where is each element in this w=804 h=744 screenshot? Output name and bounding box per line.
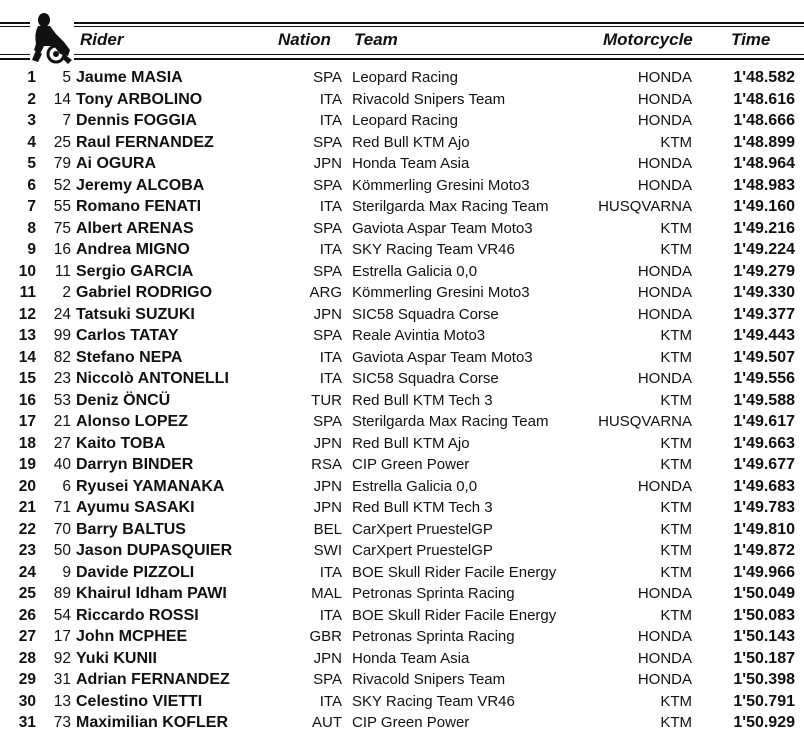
table-row [0, 325, 804, 347]
lap-time-cell: 1'49.677 [733, 456, 795, 473]
rider-number-cell: 24 [53, 305, 71, 323]
header-rule-top-left [0, 22, 32, 24]
position-cell: 29 [18, 671, 36, 688]
motorcycle-cell: KTM [660, 606, 692, 624]
table-row [0, 605, 804, 627]
rider-name-cell: Barry BALTUS [76, 520, 186, 538]
position-cell: 3 [27, 112, 36, 129]
column-header-time: Time [731, 30, 771, 49]
lap-time-cell: 1'49.160 [733, 198, 795, 215]
lap-time-cell: 1'49.377 [733, 305, 795, 323]
rider-number-cell: 89 [53, 585, 71, 602]
rider-number-cell: 40 [53, 456, 71, 473]
nation-cell: JPN [313, 649, 342, 667]
position-cell: 14 [18, 348, 36, 366]
table-row [0, 562, 804, 584]
nation-cell: GBR [309, 628, 342, 645]
nation-cell: JPN [313, 499, 342, 516]
motorcycle-cell: KTM [660, 241, 692, 258]
header-rule-bottom-thin [74, 54, 804, 55]
nation-cell: SPA [313, 69, 342, 86]
rider-name-cell: Deniz ÖNCÜ [76, 391, 171, 409]
motorcycle-cell: HONDA [637, 649, 692, 667]
nation-cell: ITA [319, 112, 342, 129]
nation-cell: ITA [319, 90, 342, 108]
header-rule-top-thin [74, 26, 804, 27]
rider-number-cell: 50 [53, 542, 71, 559]
position-cell: 2 [27, 90, 36, 108]
table-row [0, 347, 804, 369]
team-cell: Red Bull KTM Ajo [352, 133, 470, 151]
rider-name-cell: Ryusei YAMANAKA [76, 477, 225, 495]
rider-name-cell: Alonso LOPEZ [76, 413, 188, 430]
rider-name-cell: Darryn BINDER [76, 456, 194, 473]
motorcycle-cell: KTM [660, 714, 692, 731]
lap-time-cell: 1'48.582 [733, 69, 795, 86]
lap-time-cell: 1'50.791 [733, 692, 795, 710]
results-table [0, 67, 804, 734]
team-cell: SKY Racing Team VR46 [352, 692, 515, 710]
position-cell: 16 [18, 391, 36, 409]
rider-number-cell: 25 [53, 133, 71, 151]
rider-name-cell: Gabriel RODRIGO [76, 284, 213, 301]
rider-name-cell: Davide PIZZOLI [76, 563, 195, 581]
motorcycle-cell: HONDA [637, 90, 692, 108]
rider-number-cell: 75 [53, 219, 71, 237]
table-row [0, 89, 804, 111]
position-cell: 20 [18, 477, 36, 495]
lap-time-cell: 1'50.929 [733, 714, 795, 731]
rider-number-cell: 7 [62, 112, 71, 129]
nation-cell: AUT [312, 714, 342, 731]
position-cell: 10 [18, 262, 36, 280]
motorcycle-cell: HONDA [637, 155, 692, 172]
position-cell: 31 [18, 714, 36, 731]
rider-name-cell: Yuki KUNII [76, 649, 157, 667]
position-cell: 15 [18, 370, 36, 387]
motorcycle-cell: KTM [660, 456, 692, 473]
nation-cell: SPA [313, 176, 342, 194]
lap-time-cell: 1'49.224 [733, 241, 795, 258]
nation-cell: ITA [319, 198, 342, 215]
team-cell: Estrella Galicia 0,0 [352, 262, 478, 280]
rider-name-cell: Maximilian KOFLER [76, 714, 229, 731]
team-cell: Sterilgarda Max Racing Team [352, 413, 549, 430]
table-row [0, 175, 804, 197]
lap-time-cell: 1'49.617 [733, 413, 795, 430]
rider-name-cell: Jaume MASIA [76, 69, 183, 86]
rider-number-cell: 99 [53, 327, 71, 344]
table-row [0, 433, 804, 455]
nation-cell: JPN [313, 434, 342, 452]
rider-number-cell: 13 [53, 692, 71, 710]
position-cell: 11 [19, 284, 36, 301]
team-cell: CIP Green Power [352, 456, 470, 473]
motorcycle-cell: HONDA [637, 284, 692, 301]
motorcycle-cell: KTM [660, 692, 692, 710]
team-cell: CarXpert PruestelGP [352, 542, 493, 559]
table-row [0, 626, 804, 648]
lap-time-cell: 1'49.330 [733, 284, 795, 301]
motorcycle-cell: HUSQVARNA [598, 413, 692, 430]
table-row [0, 239, 804, 261]
position-cell: 13 [18, 327, 36, 344]
table-row [0, 110, 804, 132]
lap-time-cell: 1'50.049 [733, 585, 795, 602]
table-row [0, 476, 804, 498]
team-cell: SKY Racing Team VR46 [352, 241, 515, 258]
rider-name-cell: Khairul Idham PAWI [76, 585, 227, 602]
lap-time-cell: 1'49.663 [733, 434, 795, 452]
table-row [0, 648, 804, 670]
team-cell: Rivacold Snipers Team [352, 90, 506, 108]
position-cell: 6 [27, 176, 36, 194]
rider-number-cell: 9 [62, 563, 71, 581]
table-row [0, 519, 804, 541]
position-cell: 22 [18, 520, 36, 538]
motorcycle-cell: KTM [660, 219, 692, 237]
table-row [0, 497, 804, 519]
team-cell: Honda Team Asia [352, 649, 470, 667]
position-cell: 8 [27, 219, 36, 237]
rider-name-cell: Tony ARBOLINO [76, 90, 203, 108]
rider-name-cell: Tatsuki SUZUKI [76, 305, 195, 323]
position-cell: 17 [18, 413, 36, 430]
rider-number-cell: 71 [53, 499, 71, 516]
rider-number-cell: 23 [53, 370, 71, 387]
motorcycle-cell: KTM [660, 434, 692, 452]
nation-cell: ITA [319, 241, 342, 258]
rider-number-cell: 73 [53, 714, 71, 731]
team-cell: Petronas Sprinta Racing [352, 628, 515, 645]
team-cell: Rivacold Snipers Team [352, 671, 506, 688]
motorcycle-cell: KTM [660, 133, 692, 151]
motorcycle-cell: KTM [660, 563, 692, 581]
nation-cell: ITA [319, 370, 342, 387]
motorcycle-cell: HONDA [637, 305, 692, 323]
rider-name-cell: Riccardo ROSSI [76, 606, 199, 624]
motorcycle-cell: HONDA [637, 628, 692, 645]
rider-number-cell: 16 [53, 241, 71, 258]
rider-name-cell: Albert ARENAS [76, 219, 194, 237]
position-cell: 26 [18, 606, 36, 624]
lap-time-cell: 1'50.083 [733, 606, 795, 624]
team-cell: Red Bull KTM Ajo [352, 434, 470, 452]
position-cell: 18 [18, 434, 36, 452]
rider-number-cell: 70 [53, 520, 71, 538]
lap-time-cell: 1'49.783 [733, 499, 795, 516]
nation-cell: RSA [311, 456, 342, 473]
team-cell: Gaviota Aspar Team Moto3 [352, 219, 533, 237]
team-cell: SIC58 Squadra Corse [352, 370, 499, 387]
motorcycle-cell: HONDA [637, 671, 692, 688]
lap-time-cell: 1'48.964 [733, 155, 795, 172]
table-row [0, 390, 804, 412]
nation-cell: ITA [319, 563, 342, 581]
rider-number-cell: 53 [53, 391, 71, 409]
table-row [0, 282, 804, 304]
team-cell: Reale Avintia Moto3 [352, 327, 486, 344]
rider-number-cell: 17 [53, 628, 71, 645]
motorcycle-cell: HONDA [637, 69, 692, 86]
rider-name-cell: Romano FENATI [76, 198, 202, 215]
column-header-motorcycle: Motorcycle [603, 30, 693, 49]
lap-time-cell: 1'49.556 [733, 370, 795, 387]
team-cell: Leopard Racing [352, 69, 458, 86]
table-row [0, 67, 804, 89]
team-cell: CIP Green Power [352, 714, 470, 731]
lap-time-cell: 1'48.983 [733, 176, 795, 194]
motorcycle-cell: HONDA [637, 585, 692, 602]
rider-name-cell: Kaito TOBA [76, 434, 166, 452]
rider-number-cell: 11 [54, 262, 71, 280]
position-cell: 7 [27, 198, 36, 215]
team-cell: Sterilgarda Max Racing Team [352, 198, 549, 215]
motorcycle-cell: HONDA [637, 477, 692, 495]
lap-time-cell: 1'48.616 [733, 90, 795, 108]
rider-number-cell: 14 [53, 90, 71, 108]
lap-time-cell: 1'49.443 [733, 327, 795, 344]
lap-time-cell: 1'49.683 [733, 477, 795, 495]
position-cell: 12 [18, 305, 36, 323]
rider-name-cell: Ai OGURA [76, 155, 156, 172]
rider-number-cell: 82 [53, 348, 71, 366]
header-rule-bottom-left [0, 58, 32, 60]
position-cell: 30 [18, 692, 36, 710]
rider-name-cell: Sergio GARCIA [76, 262, 194, 280]
position-cell: 19 [18, 456, 36, 473]
motorcycle-cell: KTM [660, 391, 692, 409]
table-row [0, 540, 804, 562]
team-cell: CarXpert PruestelGP [352, 520, 493, 538]
motorcycle-cell: KTM [660, 327, 692, 344]
motorcycle-cell: HUSQVARNA [598, 198, 692, 215]
position-cell: 1 [27, 69, 36, 86]
nation-cell: JPN [313, 155, 342, 172]
motorcycle-rider-icon [30, 10, 74, 66]
lap-time-cell: 1'48.899 [733, 133, 795, 151]
column-header-nation: Nation [278, 30, 331, 49]
motorcycle-cell: KTM [660, 348, 692, 366]
motorcycle-cell: HONDA [637, 262, 692, 280]
nation-cell: SWI [313, 542, 342, 559]
position-cell: 25 [18, 585, 36, 602]
nation-cell: ARG [309, 284, 342, 301]
rider-name-cell: Carlos TATAY [76, 327, 179, 344]
rider-number-cell: 55 [53, 198, 71, 215]
rider-number-cell: 5 [62, 69, 71, 86]
motorcycle-cell: KTM [660, 542, 692, 559]
lap-time-cell: 1'50.187 [733, 649, 795, 667]
rider-name-cell: Raul FERNANDEZ [76, 133, 214, 151]
header-rule-bottom-left-thin [0, 54, 32, 55]
lap-time-cell: 1'50.398 [733, 671, 795, 688]
motorcycle-cell: KTM [660, 520, 692, 538]
table-row [0, 132, 804, 154]
table-row [0, 583, 804, 605]
rider-number-cell: 92 [53, 649, 71, 667]
rider-number-cell: 6 [62, 477, 71, 495]
results-header [0, 10, 804, 66]
table-row [0, 261, 804, 283]
team-cell: Estrella Galicia 0,0 [352, 477, 478, 495]
rider-number-cell: 31 [53, 671, 71, 688]
table-row [0, 454, 804, 476]
lap-time-cell: 1'49.216 [733, 219, 795, 237]
motorcycle-cell: HONDA [637, 176, 692, 194]
lap-time-cell: 1'49.588 [733, 391, 795, 409]
nation-cell: SPA [313, 262, 342, 280]
rider-name-cell: Ayumu SASAKI [76, 499, 195, 516]
nation-cell: SPA [313, 327, 342, 344]
column-header-team: Team [354, 30, 398, 49]
nation-cell: TUR [311, 391, 342, 409]
nation-cell: JPN [313, 477, 342, 495]
position-cell: 9 [27, 241, 36, 258]
team-cell: Leopard Racing [352, 112, 458, 129]
team-cell: Petronas Sprinta Racing [352, 585, 515, 602]
motorcycle-cell: HONDA [637, 112, 692, 129]
rider-name-cell: Niccolò ANTONELLI [76, 370, 229, 387]
table-row [0, 368, 804, 390]
rider-name-cell: Andrea MIGNO [76, 241, 190, 258]
team-cell: BOE Skull Rider Facile Energy [352, 606, 557, 624]
rider-number-cell: 54 [53, 606, 71, 624]
column-header-rider: Rider [80, 30, 124, 49]
rider-number-cell: 79 [53, 155, 71, 172]
lap-time-cell: 1'48.666 [733, 112, 795, 129]
lap-time-cell: 1'49.279 [733, 262, 795, 280]
rider-number-cell: 21 [53, 413, 71, 430]
rider-number-cell: 52 [53, 176, 71, 194]
team-cell: Honda Team Asia [352, 155, 470, 172]
rider-name-cell: Stefano NEPA [76, 348, 183, 366]
table-row [0, 304, 804, 326]
position-cell: 28 [18, 649, 36, 667]
nation-cell: SPA [313, 413, 342, 430]
position-cell: 4 [27, 133, 36, 151]
table-row [0, 196, 804, 218]
nation-cell: JPN [313, 305, 342, 323]
motorcycle-cell: KTM [660, 499, 692, 516]
nation-cell: SPA [313, 133, 342, 151]
rider-name-cell: Celestino VIETTI [76, 692, 203, 710]
position-cell: 21 [18, 499, 36, 516]
header-rule-top-left-thin [0, 26, 32, 27]
rider-name-cell: Dennis FOGGIA [76, 112, 197, 129]
nation-cell: ITA [319, 606, 342, 624]
team-cell: Red Bull KTM Tech 3 [352, 391, 493, 409]
lap-time-cell: 1'49.966 [733, 563, 795, 581]
rider-number-cell: 27 [53, 434, 71, 452]
position-cell: 24 [18, 563, 36, 581]
lap-time-cell: 1'49.810 [733, 520, 795, 538]
team-cell: Kömmerling Gresini Moto3 [352, 284, 530, 301]
team-cell: Red Bull KTM Tech 3 [352, 499, 493, 516]
rider-name-cell: Jeremy ALCOBA [76, 176, 205, 194]
header-rule-bottom [74, 58, 804, 60]
lap-time-cell: 1'49.872 [733, 542, 795, 559]
rider-name-cell: Adrian FERNANDEZ [76, 671, 230, 688]
rider-name-cell: John MCPHEE [76, 628, 188, 645]
position-cell: 23 [18, 542, 36, 559]
position-cell: 27 [18, 628, 36, 645]
lap-time-cell: 1'49.507 [733, 348, 795, 366]
team-cell: SIC58 Squadra Corse [352, 305, 499, 323]
rider-number-cell: 2 [62, 284, 71, 301]
nation-cell: ITA [319, 348, 342, 366]
header-rule-top [74, 22, 804, 24]
team-cell: BOE Skull Rider Facile Energy [352, 563, 557, 581]
team-cell: Gaviota Aspar Team Moto3 [352, 348, 533, 366]
lap-time-cell: 1'50.143 [733, 628, 795, 645]
table-row [0, 153, 804, 175]
rider-name-cell: Jason DUPASQUIER [76, 542, 233, 559]
nation-cell: SPA [313, 671, 342, 688]
table-row [0, 691, 804, 713]
team-cell: Kömmerling Gresini Moto3 [352, 176, 530, 194]
nation-cell: ITA [319, 692, 342, 710]
nation-cell: SPA [313, 219, 342, 237]
motorcycle-cell: HONDA [637, 370, 692, 387]
table-row [0, 218, 804, 240]
table-row [0, 669, 804, 691]
table-row [0, 712, 804, 734]
table-row [0, 411, 804, 433]
position-cell: 5 [27, 155, 36, 172]
nation-cell: BEL [313, 520, 342, 538]
nation-cell: MAL [311, 585, 342, 602]
